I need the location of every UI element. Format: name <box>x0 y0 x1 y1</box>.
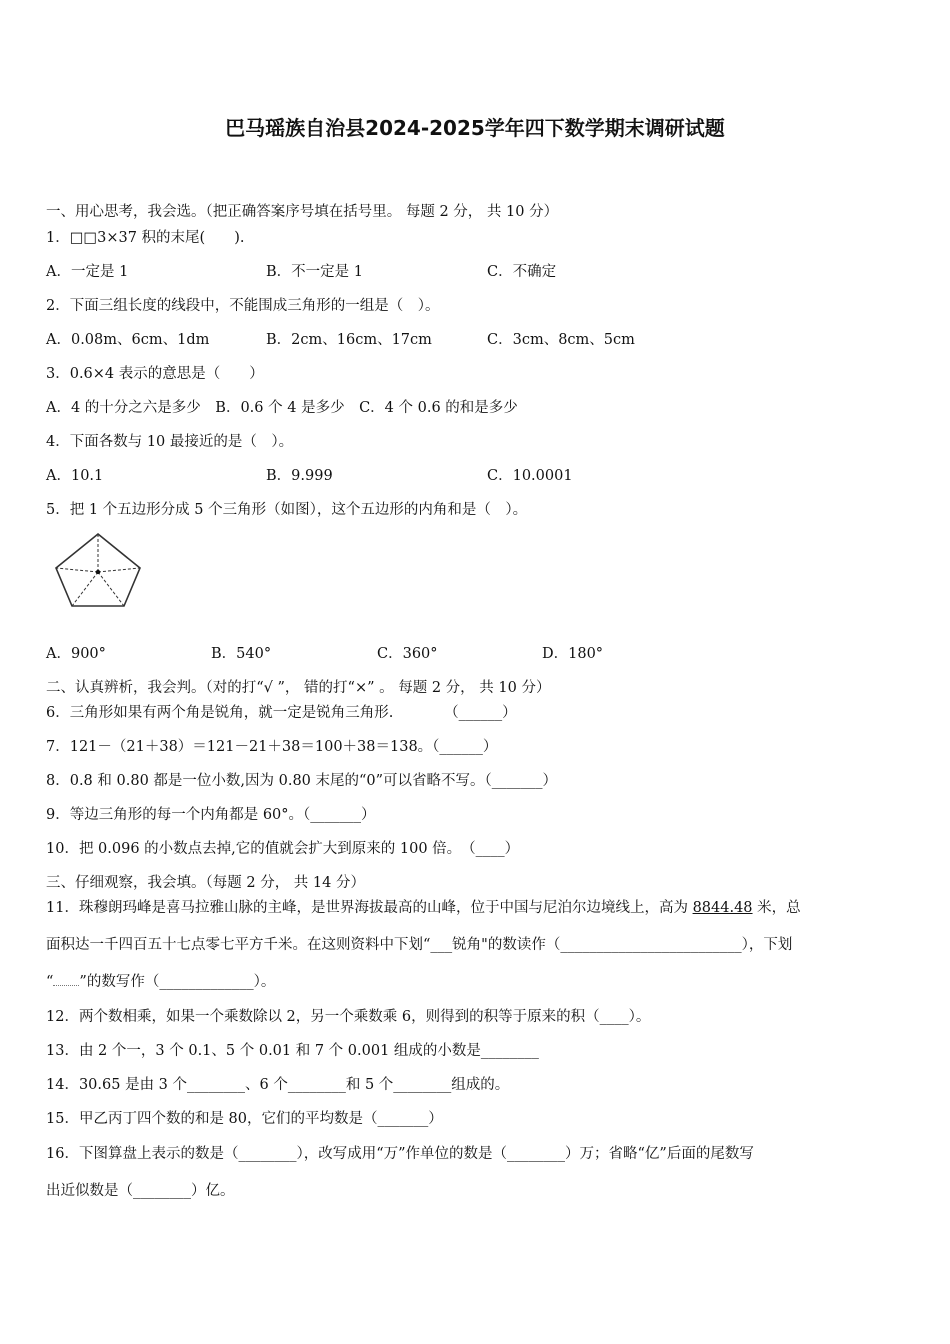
question-4-stem: 4．下面各数与 10 最接近的是（ ）。 <box>46 434 294 450</box>
question-15: 15．甲乙丙丁四个数的和是 80，它们的平均数是（_______） <box>46 1111 443 1127</box>
question-1-stem: 1．□□3×37 积的末尾( ). <box>46 230 245 246</box>
question-11-line-1 <box>46 898 801 918</box>
question-1-option-c: C．不确定 <box>487 264 557 280</box>
question-1-option-a: A．一定是 1 <box>46 264 129 280</box>
question-10: 10．把 0.096 的小数点去掉,它的值就会扩大到原来的 100 倍。 （____） <box>46 841 520 857</box>
question-11-text-a: 11．珠穆朗玛峰是喜马拉雅山脉的主峰，是世界海拔最高的山峰，位于中国与尼泊尔边境线上，高为 <box>46 900 693 916</box>
question-14: 14．30.65 是由 3 个________、6 个________和 5 个________组成的。 <box>46 1077 510 1093</box>
question-6: 6．三角形如果有两个角是锐角，就一定是锐角三角形. （______） <box>46 705 517 721</box>
question-3-stem: 3．0.6×4 表示的意思是（ ） <box>46 366 264 382</box>
section-heading-3: 三、仔细观察，我会填。（每题 2 分， 共 14 分） <box>46 875 365 891</box>
question-3-options: A．4 的十分之六是多少 B．0.6 个 4 是多少 C．4 个 0.6 的和是多少 <box>46 400 518 416</box>
question-16-line-2: 出近似数是（________）亿。 <box>46 1183 235 1199</box>
question-11-text-b: 米，总 <box>752 900 801 916</box>
question-11-wavy-underline <box>53 975 79 986</box>
question-7: 7．121－（21＋38）＝121－21＋38＝100＋38＝138。（______） <box>46 739 498 755</box>
question-2-option-c: C．3cm、8cm、5cm <box>487 332 635 348</box>
section-heading-2: 二、认真辨析，我会判。（对的打“√ ”， 错的打“×” 。 每题 2 分， 共 10 分） <box>46 680 551 696</box>
question-2-stem: 2．下面三组长度的线段中，不能围成三角形的一组是（ ）。 <box>46 298 440 314</box>
question-11-line-3 <box>46 972 275 992</box>
question-13: 13．由 2 个一，3 个 0.1、5 个 0.01 和 7 个 0.001 组成的小数是________ <box>46 1043 539 1059</box>
question-4-option-a: A．10.1 <box>46 468 104 484</box>
question-8: 8．0.8 和 0.80 都是一位小数,因为 0.80 末尾的“0”可以省略不写。（_______） <box>46 773 558 789</box>
pentagon-figure <box>52 530 144 610</box>
question-5-option-a: A．900° <box>46 646 106 662</box>
question-4-option-c: C．10.0001 <box>487 468 573 484</box>
question-11-line-2: 面积达一千四百五十七点零七平方千米。在这则资料中下划“___锐角"的数读作（_________________________），下划 <box>46 937 793 953</box>
question-9: 9．等边三角形的每一个内角都是 60°。（_______） <box>46 807 376 823</box>
question-11-height-number: 8844.48 <box>692 900 753 916</box>
question-5-stem: 5．把 1 个五边形分成 5 个三角形（如图），这个五边形的内角和是（ ）。 <box>46 502 528 518</box>
question-11-text-c: ”的数写作（_____________）。 <box>79 974 276 990</box>
question-1-option-b: B．不一定是 1 <box>266 264 363 280</box>
pentagon-center-dot <box>96 570 100 574</box>
question-16-line-1: 16．下图算盘上表示的数是（________），改写成用“万”作单位的数是（________）万；省略“亿”后面的尾数写 <box>46 1146 754 1162</box>
question-5-option-b: B．540° <box>211 646 272 662</box>
question-5-option-c: C．360° <box>377 646 438 662</box>
question-11-open-quote: “ <box>46 974 54 990</box>
question-5-option-d: D．180° <box>542 646 604 662</box>
section-heading-1: 一、用心思考，我会选。（把正确答案序号填在括号里。 每题 2 分， 共 10 分） <box>46 204 559 220</box>
question-12: 12．两个数相乘，如果一个乘数除以 2，另一个乘数乘 6，则得到的积等于原来的积（____）。 <box>46 1009 651 1025</box>
question-4-option-b: B．9.999 <box>266 468 333 484</box>
question-2-option-a: A．0.08m、6cm、1dm <box>46 332 210 348</box>
page-title: 巴马瑶族自治县2024-2025学年四下数学期末调研试题 <box>225 116 725 140</box>
question-2-option-b: B．2cm、16cm、17cm <box>266 332 432 348</box>
